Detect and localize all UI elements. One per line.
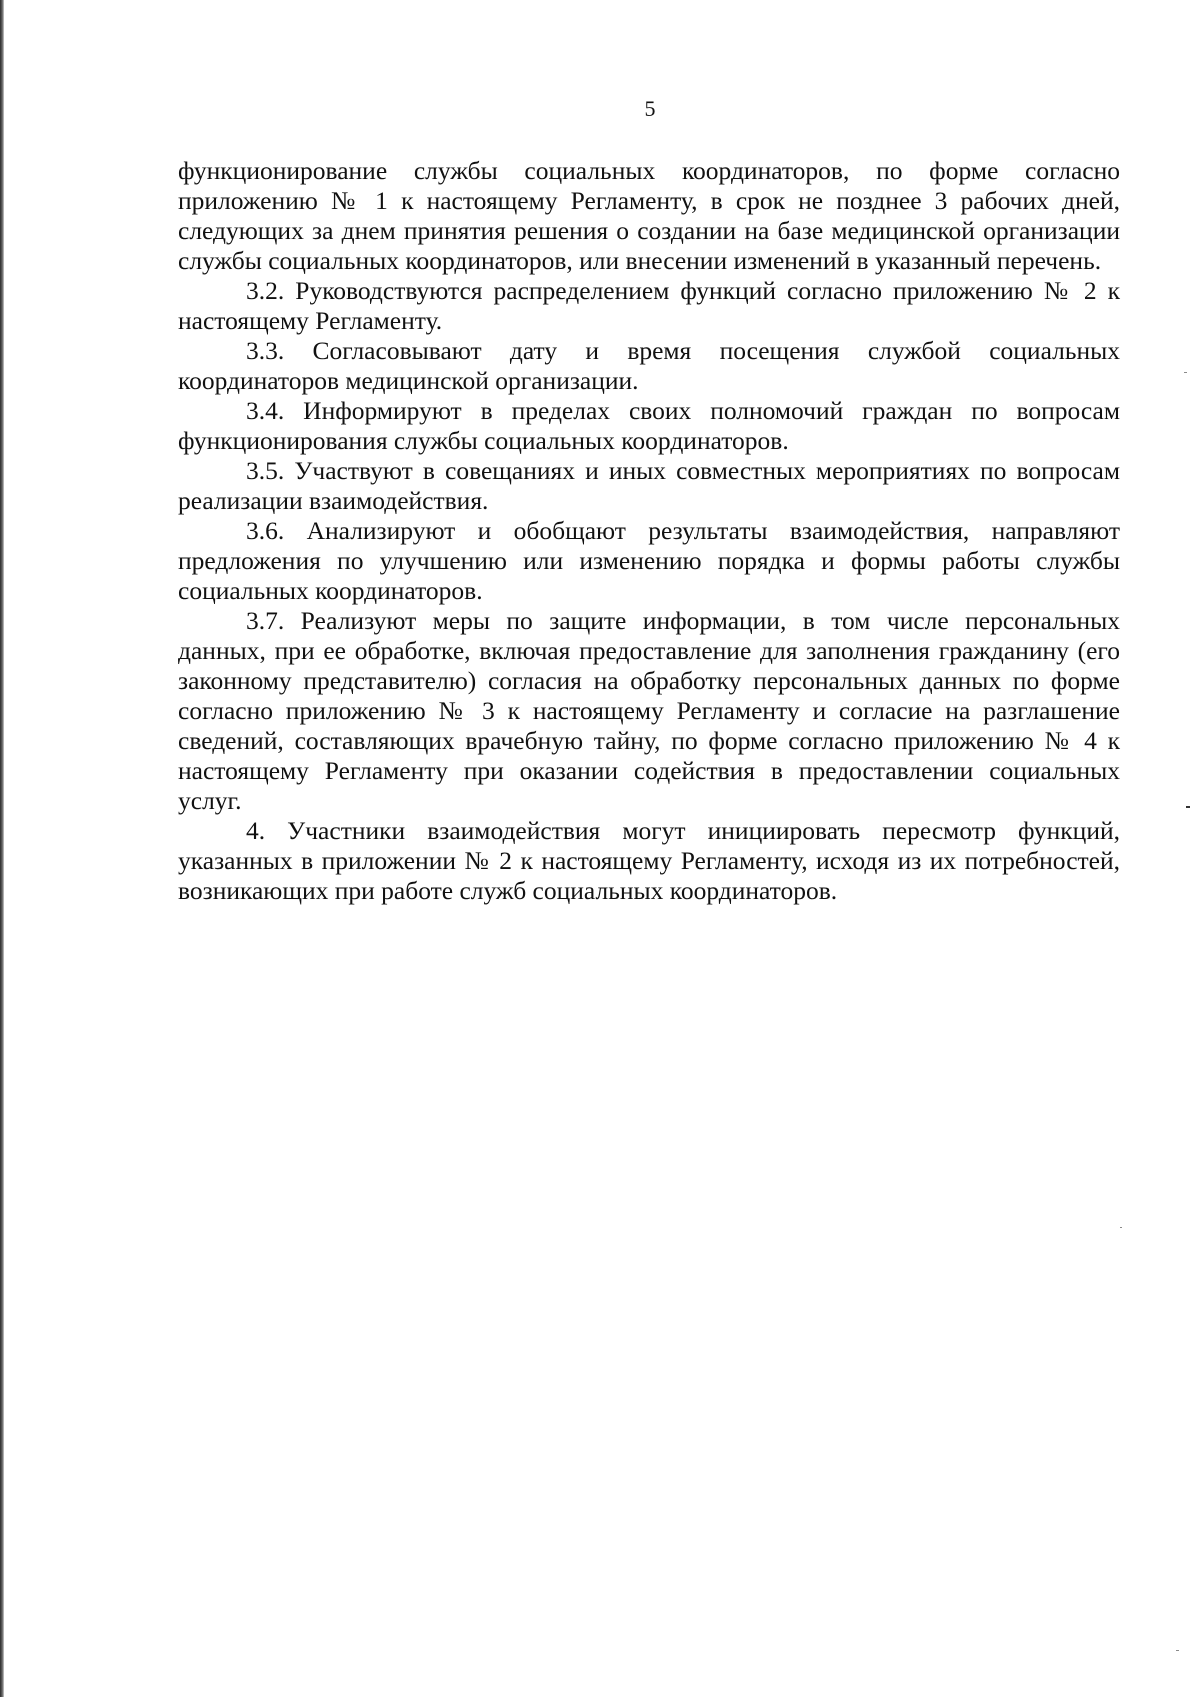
paragraph-3-7: 3.7. Реализуют меры по защите информации, в том числе персональных данных, при ее обработке, включая предоставление для заполнения гражданину (его законному представителю) согласия на обработку персональных данных по форме согласно приложению № 3 к настоящему Регламенту и согласие на разглашение сведений, составляющих врачебную тайну, по форме согласно приложению № 4 к настоящему Регламенту при оказании содействия в предоставлении социальных услуг.	[178, 606, 1120, 815]
paragraph-continued: функционирование службы социальных координаторов, по форме согласно приложению № 1 к настоящему Регламенту, в срок не позднее 3 рабочих дней, следующих за днем принятия решения о создании на базе медицинской организации службы социальных координаторов, или внесении изменений в указанный перечень.	[178, 156, 1120, 275]
paragraph-3-2: 3.2. Руководствуются распределением функций согласно приложению № 2 к настоящему Регламенту.	[178, 276, 1120, 335]
page-number: 5	[644, 96, 656, 121]
paragraph-3-3: 3.3. Согласовывают дату и время посещения службой социальных координаторов медицинской организации.	[178, 336, 1120, 395]
paragraph-3-5: 3.5. Участвуют в совещаниях и иных совместных мероприятиях по вопросам реализации взаимодействия.	[178, 456, 1120, 515]
scan-speck	[1186, 806, 1190, 808]
scan-speck	[1184, 372, 1187, 373]
paragraph-3-6: 3.6. Анализируют и обобщают результаты взаимодействия, направляют предложения по улучшению или изменению порядка и формы работы службы социальных координаторов.	[178, 516, 1120, 605]
paragraph-4: 4. Участники взаимодействия могут инициировать пересмотр функций, указанных в приложении № 2 к настоящему Регламенту, исходя из их потребностей, возникающих при работе служб социальных координаторов.	[178, 816, 1120, 905]
scan-speck	[1176, 1650, 1179, 1651]
scan-edge-shadow	[0, 0, 4, 1697]
paragraph-3-4: 3.4. Информируют в пределах своих полномочий граждан по вопросам функционирования службы социальных координаторов.	[178, 396, 1120, 455]
scan-speck	[1120, 1227, 1122, 1228]
body-text	[178, 156, 1120, 906]
